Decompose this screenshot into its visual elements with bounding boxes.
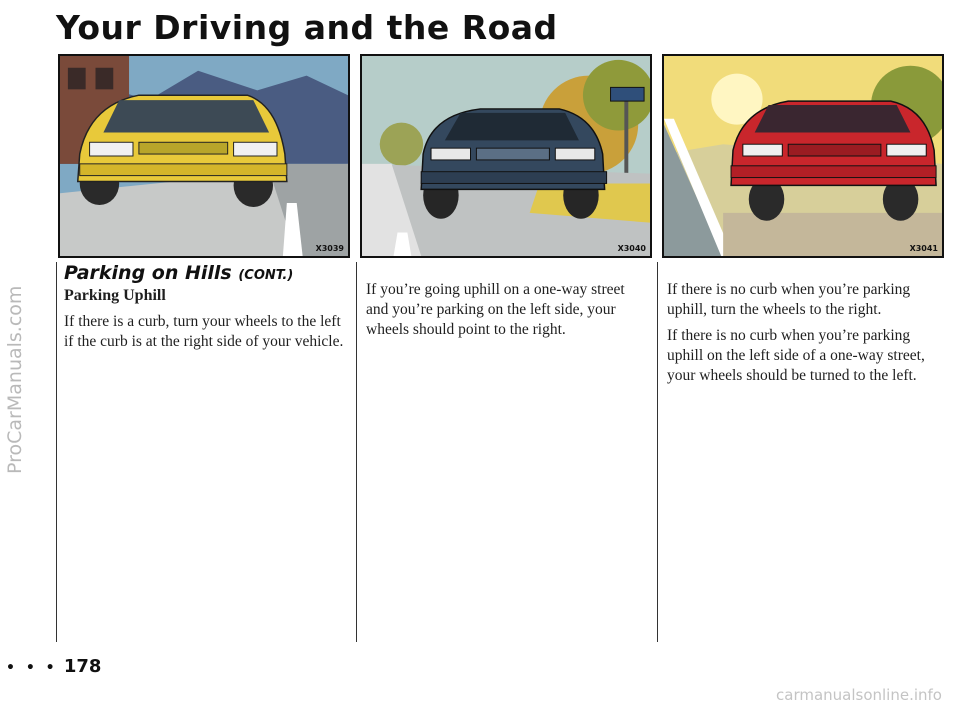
column-left xyxy=(64,286,344,358)
column-middle xyxy=(366,280,642,346)
page-number xyxy=(6,656,101,677)
paragraph: If there is a curb, turn your wheels to the left if the curb is at the right side of your vehicle. xyxy=(64,313,344,350)
page-title: Your Driving and the Road xyxy=(56,8,558,47)
section-heading-text: Parking on Hills xyxy=(64,262,232,284)
paragraph: If there is no curb when you’re parking uphill on the left side of a one-way street, your wheels should be turned to the left. xyxy=(667,327,925,384)
section-heading-cont: (CONT.) xyxy=(238,268,294,283)
paragraph: If you’re going uphill on a one-way street and you’re parking on the left side, your wheels should point to the right. xyxy=(366,281,625,338)
column-divider xyxy=(657,262,658,642)
column-right xyxy=(667,280,941,392)
illustration-one-way-left-drawing xyxy=(362,56,650,256)
column-divider xyxy=(56,262,57,642)
illustration-no-curb xyxy=(662,54,944,258)
page-number-dots: • • • xyxy=(6,660,58,676)
illustration-uphill-curb-drawing xyxy=(60,56,348,256)
illustration-code: X3040 xyxy=(617,244,646,253)
side-watermark: ProCarManuals.com xyxy=(4,285,26,475)
illustration-code: X3039 xyxy=(315,244,344,253)
illustration-no-curb-drawing xyxy=(664,56,942,256)
footer-watermark: carmanualsonline.info xyxy=(776,686,942,704)
paragraph: If there is no curb when you’re parking uphill, turn the wheels to the right. xyxy=(667,281,911,318)
column-divider xyxy=(356,262,357,642)
section-heading xyxy=(64,262,293,284)
illustration-one-way-left xyxy=(360,54,652,258)
illustration-code: X3041 xyxy=(909,244,938,253)
subheading-parking-uphill: Parking Uphill xyxy=(64,287,166,304)
page-number-value: 178 xyxy=(63,656,102,677)
illustration-uphill-curb xyxy=(58,54,350,258)
